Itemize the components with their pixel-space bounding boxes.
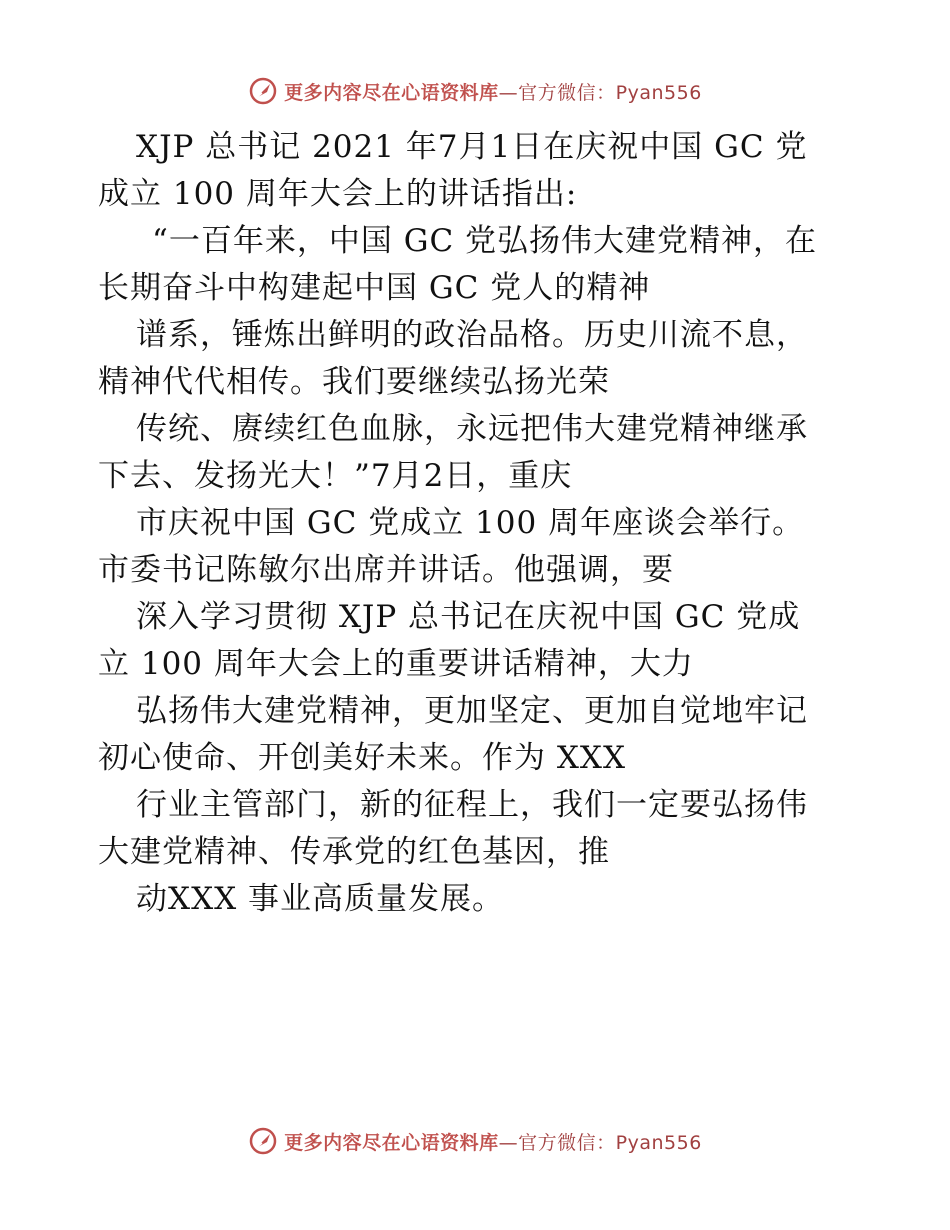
body-line: 长期奋斗中构建起中国 GC 党人的精神: [98, 270, 651, 306]
body-line: 市委书记陈敏尔出席并讲话。他强调，要: [98, 552, 674, 588]
watermark-text: 更多内容尽在心语资料库—官方微信：Pyan556: [284, 81, 702, 104]
quill-logo-icon: [248, 1126, 278, 1156]
body-line: 成立 100 周年大会上的讲话指出:: [98, 176, 578, 212]
body-line: 动XXX 事业高质量发展。: [136, 881, 505, 917]
body-line: 深入学习贯彻 XJP 总书记在庆祝中国 GC 党成: [136, 599, 801, 635]
footer-watermark: [0, 1124, 950, 1158]
header-watermark: [0, 74, 950, 108]
body-line: 传统、赓续红色血脉，永远把伟大建党精神继承: [136, 411, 808, 447]
body-line: 初心使命、开创美好未来。作为 XXX: [98, 740, 627, 776]
body-line: 精神代代相传。我们要继续弘扬光荣: [98, 364, 610, 400]
document-body: [98, 124, 858, 923]
watermark-text: 更多内容尽在心语资料库—官方微信：Pyan556: [284, 1131, 702, 1154]
body-line: 大建党精神、传承党的红色基因，推: [98, 834, 610, 870]
body-line: 行业主管部门，新的征程上，我们一定要弘扬伟: [136, 787, 808, 823]
body-line: 谱系，锤炼出鲜明的政治品格。历史川流不息，: [136, 317, 808, 353]
body-line: “一百年来，中国 GC 党弘扬伟大建党精神，在: [152, 223, 818, 259]
body-line: 下去、发扬光大！”7月2日，重庆: [98, 458, 573, 494]
body-line: 市庆祝中国 GC 党成立 100 周年座谈会举行。: [136, 505, 805, 541]
body-line: XJP 总书记 2021 年7月1日在庆祝中国 GC 党: [136, 129, 808, 165]
body-line: 立 100 周年大会上的重要讲话精神，大力: [98, 646, 694, 682]
body-line: 弘扬伟大建党精神，更加坚定、更加自觉地牢记: [136, 693, 808, 729]
quill-logo-icon: [248, 76, 278, 106]
